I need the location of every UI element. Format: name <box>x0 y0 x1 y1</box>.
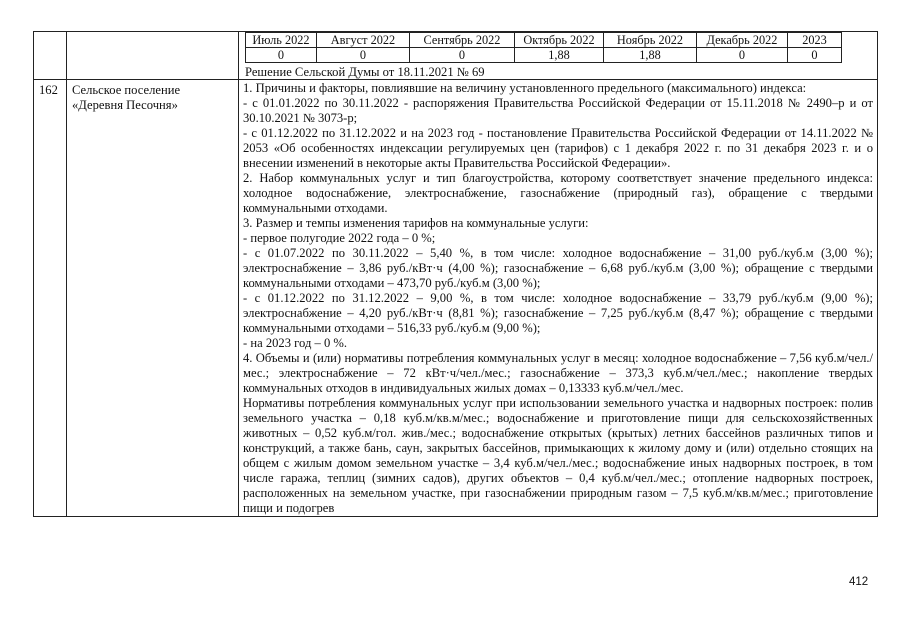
month-header: Август 2022 <box>317 33 410 48</box>
month-header: Октябрь 2022 <box>515 33 604 48</box>
month-value: 0 <box>697 48 788 63</box>
row-162 <box>34 80 878 517</box>
months-table <box>245 32 842 63</box>
month-value: 0 <box>788 48 842 63</box>
paragraph: 1. Причины и факторы, повлиявшие на величину установленного предельного (максимального) индекса: <box>243 81 807 95</box>
paragraph: - с 01.01.2022 по 30.11.2022 - распоряжения Правительства Российской Федерации от 15.11.2018 № 2490–р и от 30.10.2021 № 3073-р; <box>243 96 873 125</box>
row-number: 162 <box>34 80 67 517</box>
decision-text: Решение Сельской Думы от 18.11.2021 № 69 <box>245 65 485 79</box>
settlement-line: Сельское поселение <box>72 83 181 97</box>
paragraph: - на 2023 год – 0 %. <box>243 336 348 350</box>
month-value: 1,88 <box>604 48 697 63</box>
paragraph: 3. Размер и темпы изменения тарифов на коммунальные услуги: <box>243 216 589 230</box>
paragraph: - первое полугодие 2022 года – 0 %; <box>243 231 436 245</box>
month-value: 0 <box>317 48 410 63</box>
prev-number-cell <box>34 32 67 80</box>
paragraph: 2. Набор коммунальных услуг и тип благоустройства, которому соответствует значение предельного индекса: холодное водоснабжение, электроснабжение, газоснабжение (природный газ), обращение с твердыми коммунальными отходами. <box>243 171 873 215</box>
prev-settlement-cell <box>67 32 239 80</box>
paragraph: - с 01.12.2022 по 31.12.2022 и на 2023 год - постановление Правительства Российской Федерации от 14.11.2022 № 2053 «Об особенностях индексации регулируемых цен (тарифов) с 1 декабря 2022 г. по 31 декабря 2023 г. и о внесении изменений в некоторые акты Правительства Российской Федерации». <box>243 126 873 170</box>
prev-content-cell <box>239 32 878 80</box>
month-value: 0 <box>410 48 515 63</box>
months-values-row <box>246 48 842 63</box>
settlement-line: «Деревня Песочня» <box>72 98 178 112</box>
month-header: Сентябрь 2022 <box>410 33 515 48</box>
previous-row <box>34 32 878 80</box>
tariff-table <box>33 31 878 517</box>
months-header-row <box>246 33 842 48</box>
paragraph: Нормативы потребления коммунальных услуг при использовании земельного участка и надворных построек: полив земельного участка – 0,18 куб.м/кв.м/мес.; водоснабжение и приготовление пищи для сельскохозяйственных животных – 0,52 куб.м/гол. жив./мес.; водоснабжение открытых (крытых) летних бассейнов различных типов и конструкций, а также бань, саун, закрытых бассейнов, примыкающих к жилому дому и (или) отдельно стоящих на общем с жилым домом земельном участке – 3,4 куб.м/чел./мес.; водоснабжение иных надворных построек, в том числе гаража, теплиц (зимних садов), других объектов – 0,4 куб.м/чел./мес.; отопление надворных построек, расположенных на земельном участке, при газоснабжении природным газом – 7,5 куб.м/кв.м/мес.; приготовление пищи и подогрев <box>243 396 873 515</box>
month-value: 1,88 <box>515 48 604 63</box>
month-header: Июль 2022 <box>246 33 317 48</box>
month-header: 2023 <box>788 33 842 48</box>
month-header: Ноябрь 2022 <box>604 33 697 48</box>
paragraph: - с 01.07.2022 по 30.11.2022 – 5,40 %, в том числе: холодное водоснабжение – 31,00 руб./куб.м (3,00 %); электроснабжение – 3,86 руб./кВт·ч (4,00 %); газоснабжение – 6,68 руб./куб.м (3,00 %); обращение с твердыми коммунальными отходами – 473,70 руб./куб.м (3,00 %); <box>243 246 873 290</box>
paragraph: 4. Объемы и (или) нормативы потребления коммунальных услуг в месяц: холодное водоснабжение – 7,56 куб.м/чел./мес.; электроснабжение – 72 кВт·ч/чел./мес.; газоснабжение – 373,3 куб.м/чел./мес.; накопление твердых коммунальных отходов в индивидуальных жилых домах – 0,13333 куб.м/чел./мес. <box>243 351 873 395</box>
month-header: Декабрь 2022 <box>697 33 788 48</box>
settlement-name <box>67 80 239 517</box>
description-cell <box>239 80 878 517</box>
page-number: 412 <box>849 576 869 588</box>
month-value: 0 <box>246 48 317 63</box>
paragraph: - с 01.12.2022 по 31.12.2022 – 9,00 %, в том числе: холодное водоснабжение – 33,79 руб./куб.м (9,00 %); электроснабжение – 4,20 руб./кВт·ч (8,81 %); газоснабжение – 7,25 руб./куб.м (8,47 %); обращение с твердыми коммунальными отходами – 516,33 руб./куб.м (9,00 %); <box>243 291 873 335</box>
